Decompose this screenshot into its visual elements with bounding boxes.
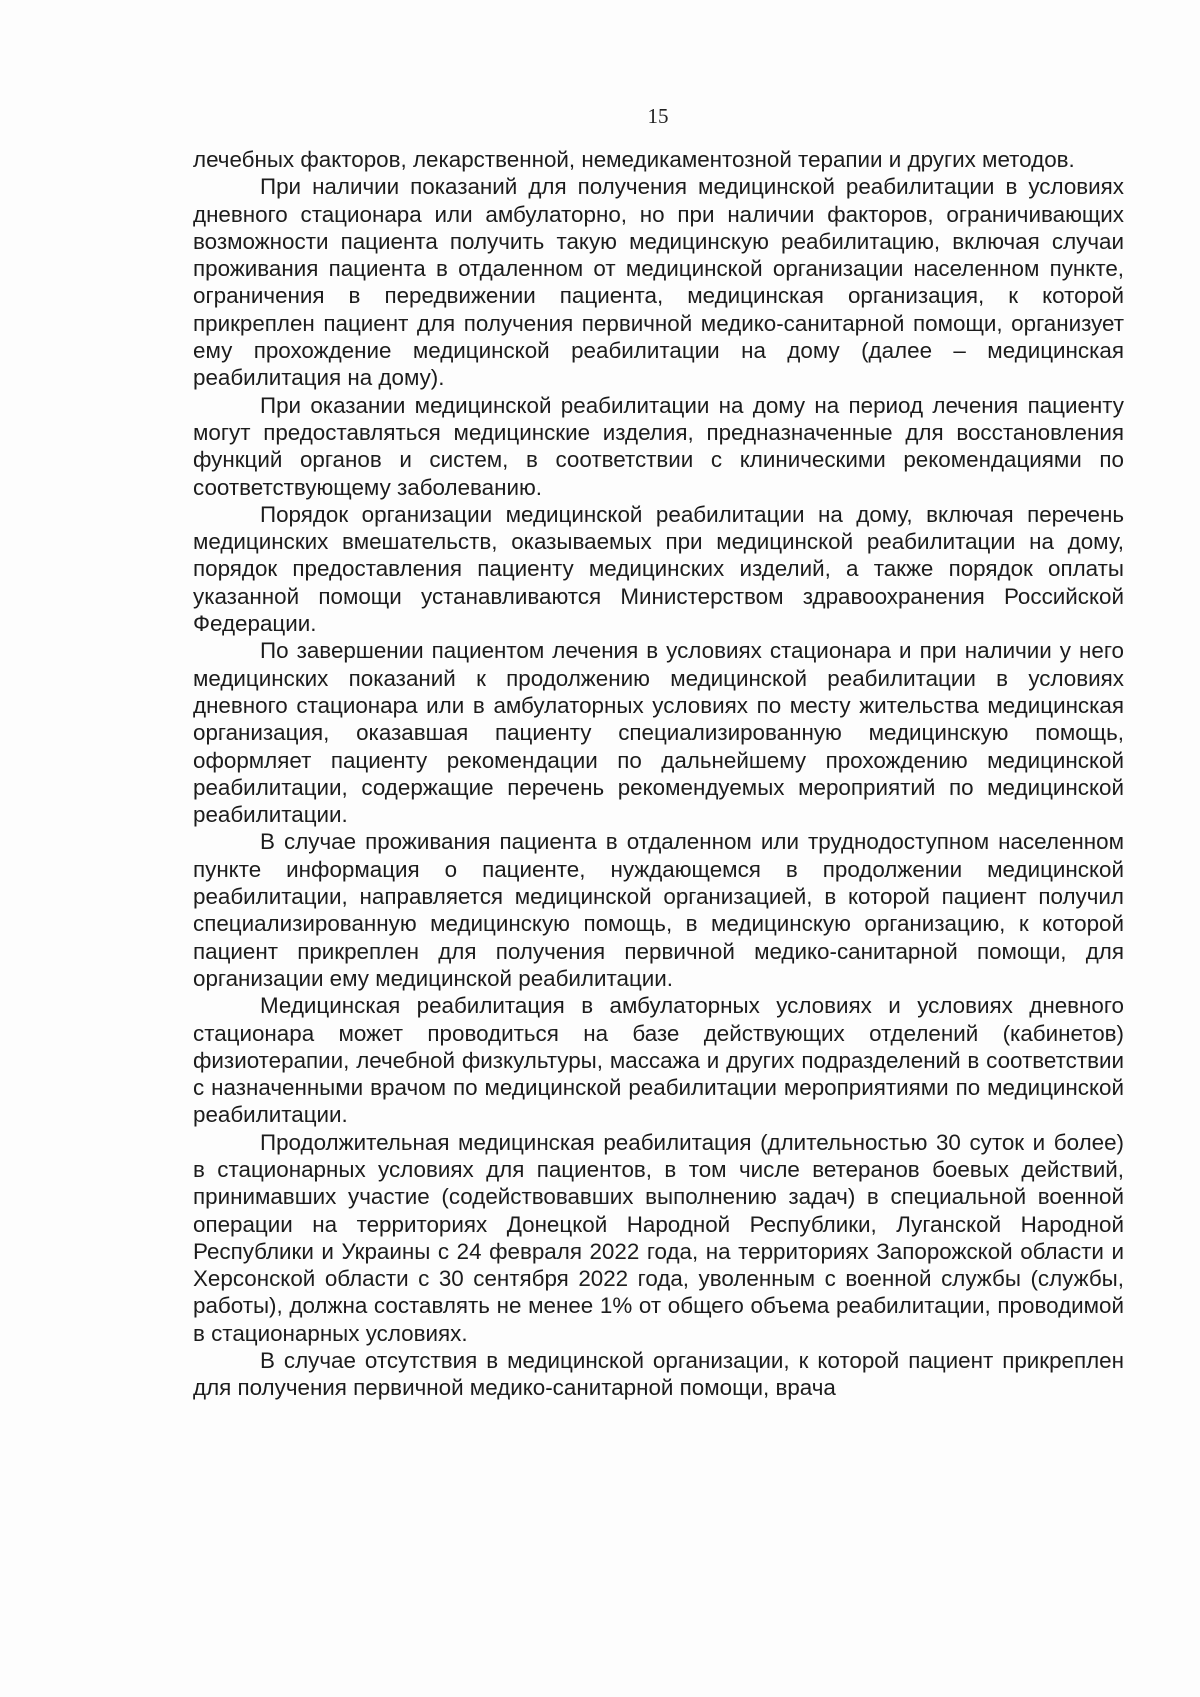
paragraph-remote-settlement: В случае проживания пациента в отдаленном или труднодоступном населенном пункте информация о пациенте, нуждающемся в продолжении медицинской реабилитации, направляется медицинской организацией, в которой пациент получил специализированную медицинскую помощь, в медицинскую организацию, к которой пациент прикреплен для получения первичной медико-санитарной помощи, для организации ему медицинской реабилитации. [193, 829, 1124, 991]
paragraph-outpatient-base: Медицинская реабилитация в амбулаторных условиях и условиях дневного стационара может проводиться на базе действующих отделений (кабинетов) физиотерапии, лечебной физкультуры, массажа и других подразделений в соответствии с назначенными врачом по медицинской реабилитации мероприятиями по медицинской реабилитации. [193, 993, 1124, 1128]
paragraph-medical-devices: При оказании медицинской реабилитации на дому на период лечения пациенту могут предоставляться медицинские изделия, предназначенные для восстановления функций органов и систем, в соответствии с клиническими рекомендациями по соответствующему заболеванию. [193, 392, 1124, 500]
document-body [193, 146, 1124, 1402]
paragraph-after-treatment: По завершении пациентом лечения в условиях стационара и при наличии у него медицинских показаний к продолжению медицинской реабилитации в условиях дневного стационара или в амбулаторных условиях по месту жительства медицинская организация, оказавшая пациенту специализированную медицинскую помощь, оформляет пациенту рекомендации по дальнейшему прохождению медицинской реабилитации, содержащие перечень рекомендуемых мероприятий по медицинской реабилитации. [193, 638, 1124, 828]
paragraph-procedure: Порядок организации медицинской реабилитации на дому, включая перечень медицинских вмешательств, оказываемых при медицинской реабилитации на дому, порядок предоставления пациенту медицинских изделий, а также порядок оплаты указанной помощи устанавливаются Министерством здравоохранения Российской Федерации. [193, 501, 1124, 637]
paragraph-home-rehabilitation: При наличии показаний для получения медицинской реабилитации в условиях дневного стационара или амбулаторно, но при наличии факторов, ограничивающих возможности пациента получить такую медицинскую реабилитацию, включая случаи проживания пациента в отдаленном от медицинской организации населенном пункте, ограничения в передвижении пациента, медицинская организация, к которой прикреплен пациент для получения первичной медико-санитарной помощи, организует ему прохождение медицинской реабилитации на дому (далее – медицинская реабилитация на дому). [193, 174, 1124, 391]
paragraph-long-term-rehabilitation: Продолжительная медицинская реабилитация (длительностью 30 суток и более) в стационарных условиях для пациентов, в том числе ветеранов боевых действий, принимавших участие (содействовавших выполнению задач) в специальной военной операции на территориях Донецкой Народной Республики, Луганской Народной Республики и Украины с 24 февраля 2022 года, на территориях Запорожской области и Херсонской области с 30 сентября 2022 года, уволенным с военной службы (службы, работы), должна составлять не менее 1% от общего объема реабилитации, проводимой в стационарных условиях. [193, 1129, 1124, 1346]
paragraph-absence-of-doctor: В случае отсутствия в медицинской организации, к которой пациент прикреплен для получения первичной медико-санитарной помощи, врача [193, 1348, 1124, 1401]
paragraph-continuation: лечебных факторов, лекарственной, немедикаментозной терапии и других методов. [193, 147, 1075, 172]
page-number: 15 [647, 104, 669, 128]
